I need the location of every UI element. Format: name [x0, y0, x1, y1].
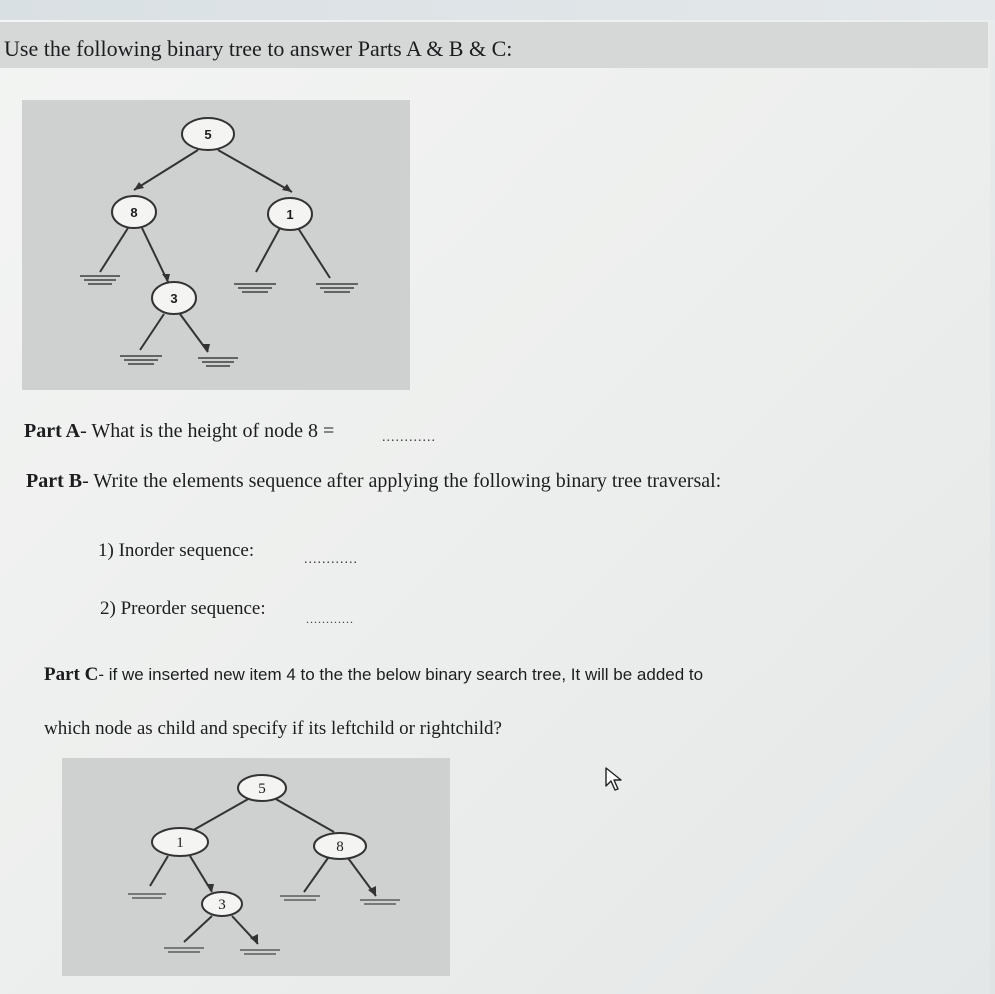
part-b-item-1-text: Inorder sequence: [118, 540, 255, 561]
part-a-text: - What is the height of node 8 = [80, 420, 335, 442]
tree1-node-left-right-label: 3 [170, 291, 178, 306]
tree2-node-right-label: 8 [336, 839, 344, 855]
inorder-answer-blank[interactable]: ............ [304, 552, 358, 567]
part-b-text: - Write the elements sequence after applying the following binary tree traversal: [82, 470, 722, 492]
part-b-item-1 [98, 540, 254, 562]
binary-tree-figure [22, 100, 410, 390]
tree2-node-left-right-label: 3 [218, 897, 226, 913]
instruction-text: Use the following binary tree to answer Parts A & B & C: [4, 36, 513, 61]
tree1-node-root-label: 5 [204, 127, 212, 142]
mouse-pointer-icon [604, 766, 624, 797]
part-b-item-1-number: 1) [98, 540, 114, 561]
preorder-answer-blank[interactable]: ............ [306, 612, 354, 626]
part-c-text-1: - if we inserted new item 4 to the the below binary search tree, It will be added to [98, 665, 704, 684]
part-b-item-2-number: 2) [100, 598, 116, 619]
tree1-node-left-label: 8 [130, 205, 138, 220]
part-c-question-line-1 [44, 664, 703, 686]
part-c-question-line-2: which node as child and specify if its leftchild or rightchild? [44, 718, 502, 739]
part-b-label: Part B [26, 470, 83, 492]
binary-search-tree-figure [62, 758, 450, 976]
tree2-node-left-label: 1 [176, 835, 184, 851]
part-a-label: Part A [24, 420, 81, 442]
part-b-question [26, 470, 721, 493]
part-a-question [24, 420, 334, 443]
part-c-label: Part C [44, 664, 99, 685]
part-b-item-2-text: Preorder sequence: [120, 598, 266, 619]
tree2-node-root-label: 5 [258, 781, 266, 797]
top-strip [0, 0, 995, 20]
part-b-item-2 [100, 598, 266, 620]
part-a-answer-blank[interactable]: ............ [382, 430, 436, 445]
tree1-node-right-label: 1 [286, 207, 294, 222]
